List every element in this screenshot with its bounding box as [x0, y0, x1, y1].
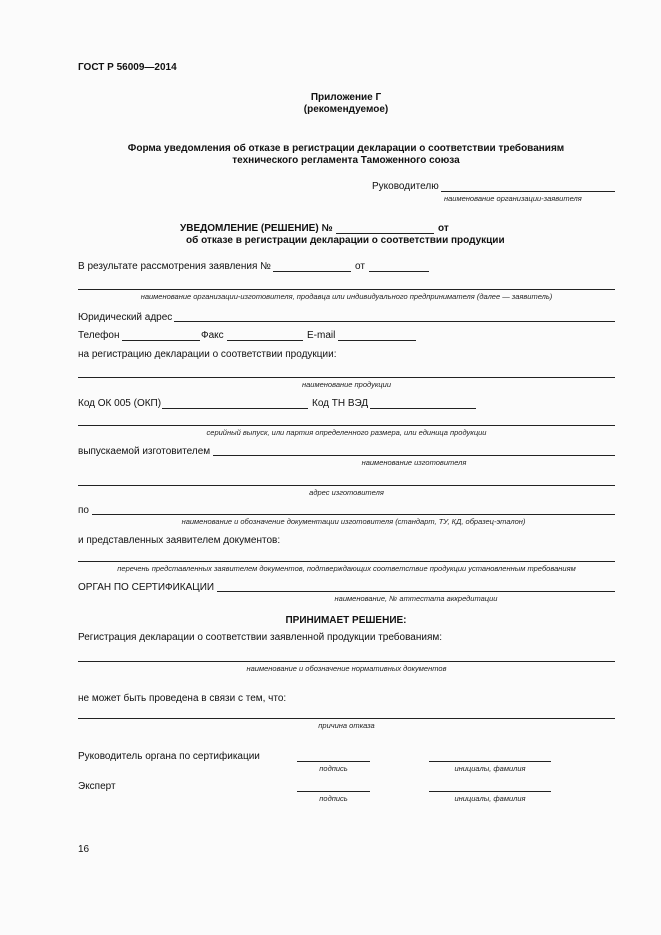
- legal-address-label: Юридический адрес: [78, 312, 173, 323]
- product-line: [78, 377, 615, 378]
- cannot-be-label: не может быть проведена в связи с тем, что:: [78, 693, 287, 704]
- tnved-code-line: [370, 408, 476, 409]
- email-line: [338, 340, 416, 341]
- expert-signature-line: [297, 791, 370, 792]
- addressee-caption: наименование организации-заявителя: [444, 194, 582, 203]
- addressee-label: Руководителю: [372, 181, 439, 192]
- addressee-line: [441, 191, 615, 192]
- appendix-type: (рекомендуемое): [303, 104, 389, 115]
- page-number: 16: [78, 844, 90, 855]
- maker-address-caption: адрес изготовителя: [309, 488, 384, 497]
- registration-of-label: на регистрацию декларации о соответствии продукции:: [78, 349, 337, 360]
- appendix-title: Приложение Г: [310, 92, 382, 103]
- reason-line: [78, 718, 615, 719]
- expert-signature-label: Эксперт: [78, 781, 116, 792]
- application-number-line: [273, 271, 351, 272]
- notice-title: УВЕДОМЛЕНИЕ (РЕШЕНИЕ) №: [180, 223, 333, 234]
- notice-from: от: [438, 223, 449, 234]
- result-of-label: В результате рассмотрения заявления №: [78, 261, 271, 272]
- by-label: по: [78, 505, 89, 516]
- tnved-code-label: Код ТН ВЭД: [312, 398, 369, 409]
- normative-docs-caption: наименование и обозначение нормативных документов: [246, 664, 447, 673]
- reason-caption: причина отказа: [318, 721, 375, 730]
- okp-code-label: Код ОК 005 (ОКП): [78, 398, 162, 409]
- normative-docs-line: [78, 661, 615, 662]
- cert-body-caption: наименование, № аттестата аккредитации: [334, 594, 498, 603]
- fax-line: [227, 340, 303, 341]
- expert-name-line: [429, 791, 551, 792]
- expert-name-caption: инициалы, фамилия: [454, 794, 526, 803]
- batch-caption: серийный выпуск, или партия определенного размера, или единица продукции: [206, 428, 487, 437]
- notice-subtitle: об отказе в регистрации декларации о соответствии продукции: [186, 235, 505, 246]
- email-label: E-mail: [307, 330, 336, 341]
- maker-address-line: [78, 485, 615, 486]
- maker-name-line: [213, 455, 615, 456]
- decision-heading: ПРИНИМАЕТ РЕШЕНИЕ:: [285, 615, 407, 626]
- head-signature-caption: подпись: [319, 764, 348, 773]
- document-code: ГОСТ Р 56009—2014: [78, 62, 177, 73]
- manufacturer-caption: наименование организации-изготовителя, продавца или индивидуального предпринимателя (далее — заявитель): [140, 292, 553, 301]
- submitted-docs-line: [78, 561, 615, 562]
- decision-registration-line: Регистрация декларации о соответствии заявленной продукции требованиям:: [78, 632, 443, 643]
- application-date-line: [369, 271, 429, 272]
- form-title-line2: технического регламента Таможенного союза: [232, 155, 460, 166]
- notice-number-line: [336, 233, 434, 234]
- submitted-docs-label: и представленных заявителем документов:: [78, 535, 281, 546]
- manufacturer-line: [78, 289, 615, 290]
- docs-line: [92, 514, 615, 515]
- maker-name-caption: наименование изготовителя: [361, 458, 467, 467]
- head-signature-label: Руководитель органа по сертификации: [78, 751, 260, 762]
- head-signature-line: [297, 761, 370, 762]
- head-name-caption: инициалы, фамилия: [454, 764, 526, 773]
- product-caption: наименование продукции: [301, 380, 391, 389]
- fax-label: Факс: [201, 330, 224, 341]
- cert-body-line: [217, 591, 615, 592]
- okp-code-line: [162, 408, 308, 409]
- phone-line: [122, 340, 200, 341]
- produced-by-label: выпускаемой изготовителем: [78, 446, 211, 457]
- cert-body-label: ОРГАН ПО СЕРТИФИКАЦИИ: [78, 582, 215, 593]
- submitted-docs-caption: перечень представленных заявителем документов, подтверждающих соответствие продукции установленным требованиям: [117, 564, 576, 573]
- docs-caption: наименование и обозначение документации изготовителя (стандарт, ТУ, КД, образец-эталон): [181, 517, 526, 526]
- from-label: от: [355, 261, 365, 272]
- expert-signature-caption: подпись: [319, 794, 348, 803]
- legal-address-line: [174, 321, 615, 322]
- batch-line: [78, 425, 615, 426]
- head-name-line: [429, 761, 551, 762]
- form-title-line1: Форма уведомления об отказе в регистрации декларации о соответствии требованиям: [127, 143, 565, 154]
- phone-label: Телефон: [78, 330, 120, 341]
